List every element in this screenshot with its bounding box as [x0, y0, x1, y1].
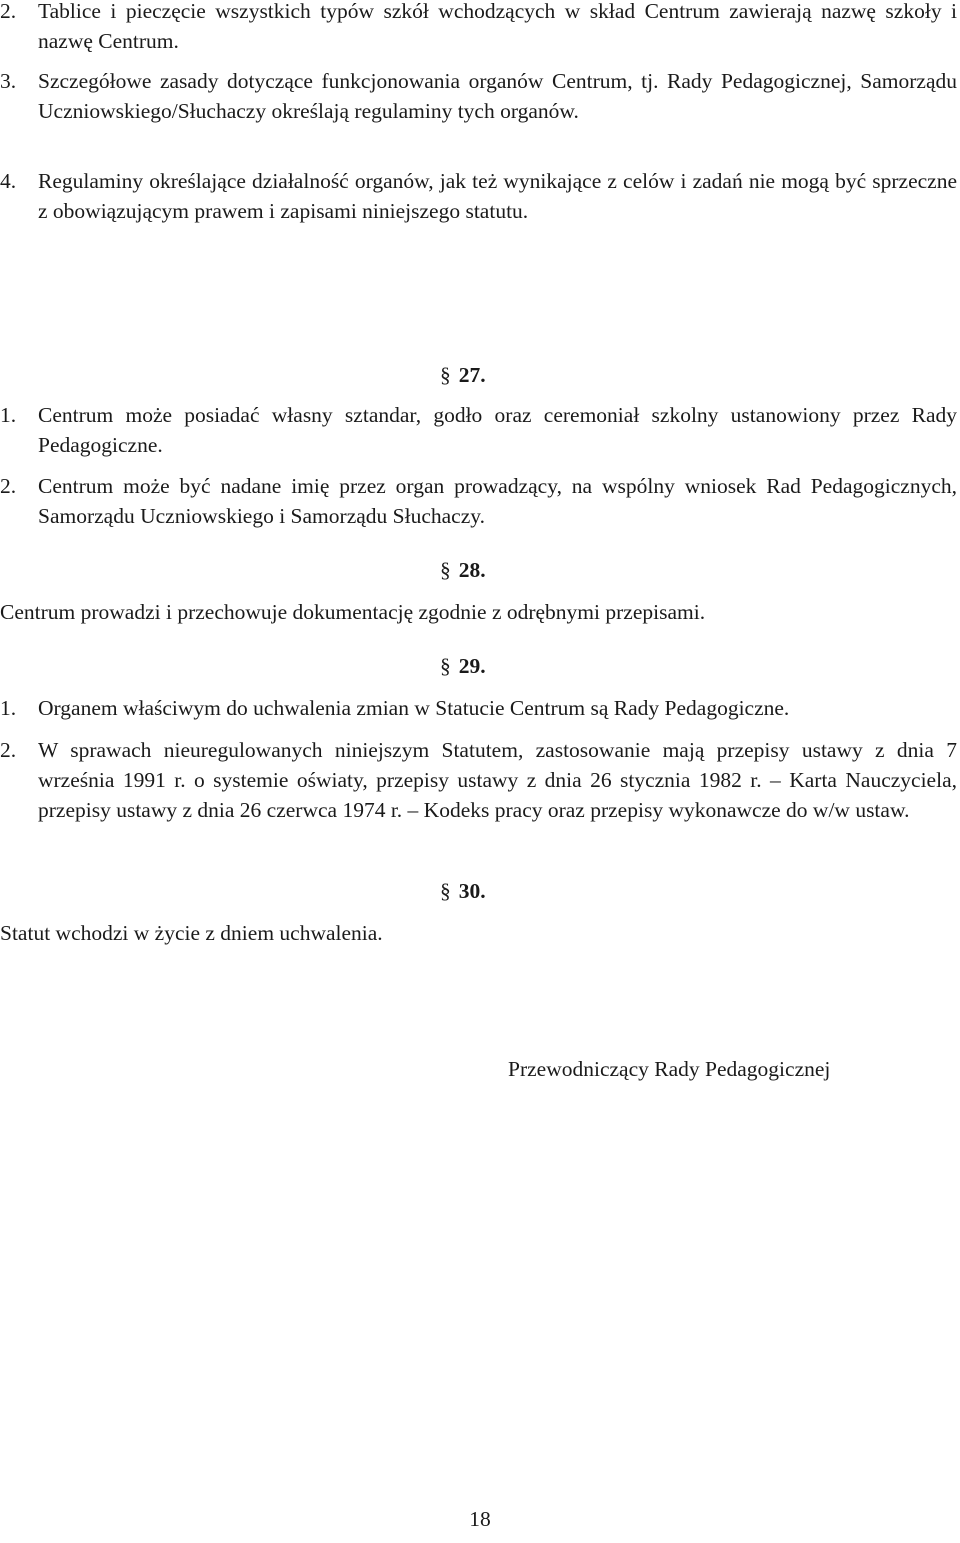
list-item: [0, 693, 957, 723]
list-item: [0, 166, 957, 226]
section-number: 27.: [458, 363, 486, 387]
section-sign: §: [440, 654, 451, 678]
signature-line: Przewodniczący Rady Pedagogicznej: [508, 1057, 831, 1081]
list-item: [0, 735, 957, 825]
item-text: W sprawach nieuregulowanych niniejszym Statutem, zastosowanie mają przepisy ustawy z dnia 7 września 1991 r. o systemie oświaty, przepisy ustawy z dnia 26 stycznia 1982 r. – Karta Nauczyciela, przepisy ustawy z dnia 26 czerwca 1974 r. – Kodeks pracy oraz przepisy wykonawcze do w/w ustaw.: [38, 738, 957, 822]
item-text: Regulaminy określające działalność organów, jak też wynikające z celów i zadań nie mogą być sprzeczne z obowiązującym prawem i zapisami niniejszego statutu.: [38, 169, 957, 223]
section-sign: §: [440, 363, 451, 387]
section-heading-30: [440, 876, 486, 906]
section-heading-27: [440, 360, 486, 390]
item-number: 1.: [0, 696, 17, 720]
section-number: 29.: [458, 654, 486, 678]
list-item: [0, 66, 957, 126]
item-number: 2.: [0, 0, 17, 23]
list-item: [0, 400, 957, 460]
item-number: 1.: [0, 403, 17, 427]
section-sign: §: [440, 879, 451, 903]
item-text: Tablice i pieczęcie wszystkich typów szkół wchodzących w skład Centrum zawierają nazwę szkoły i nazwę Centrum.: [38, 0, 957, 53]
list-item: [0, 0, 957, 56]
item-number: 2.: [0, 738, 17, 762]
item-number: 3.: [0, 69, 17, 93]
section-sign: §: [440, 558, 451, 582]
item-text: Szczegółowe zasady dotyczące funkcjonowania organów Centrum, tj. Rady Pedagogicznej, Samorządu Uczniowskiego/Słuchaczy określają regulaminy tych organów.: [38, 69, 957, 123]
item-number: 4.: [0, 169, 17, 193]
list-item: [0, 471, 957, 531]
section-text: Centrum prowadzi i przechowuje dokumentację zgodnie z odrębnymi przepisami.: [0, 600, 706, 624]
section-heading-28: [440, 555, 486, 585]
item-text: Organem właściwym do uchwalenia zmian w Statucie Centrum są Rady Pedagogiczne.: [38, 696, 790, 720]
item-text: Centrum może być nadane imię przez organ prowadzący, na wspólny wniosek Rad Pedagogicznych, Samorządu Uczniowskiego i Samorządu Słuchaczy.: [38, 474, 957, 528]
page-number: 18: [469, 1507, 491, 1531]
item-text: Centrum może posiadać własny sztandar, godło oraz ceremoniał szkolny ustanowiony przez Rady Pedagogiczne.: [38, 403, 957, 457]
section-number: 28.: [458, 558, 486, 582]
item-number: 2.: [0, 474, 17, 498]
section-text: Statut wchodzi w życie z dniem uchwalenia.: [0, 921, 383, 945]
section-heading-29: [440, 651, 486, 681]
section-number: 30.: [458, 879, 486, 903]
